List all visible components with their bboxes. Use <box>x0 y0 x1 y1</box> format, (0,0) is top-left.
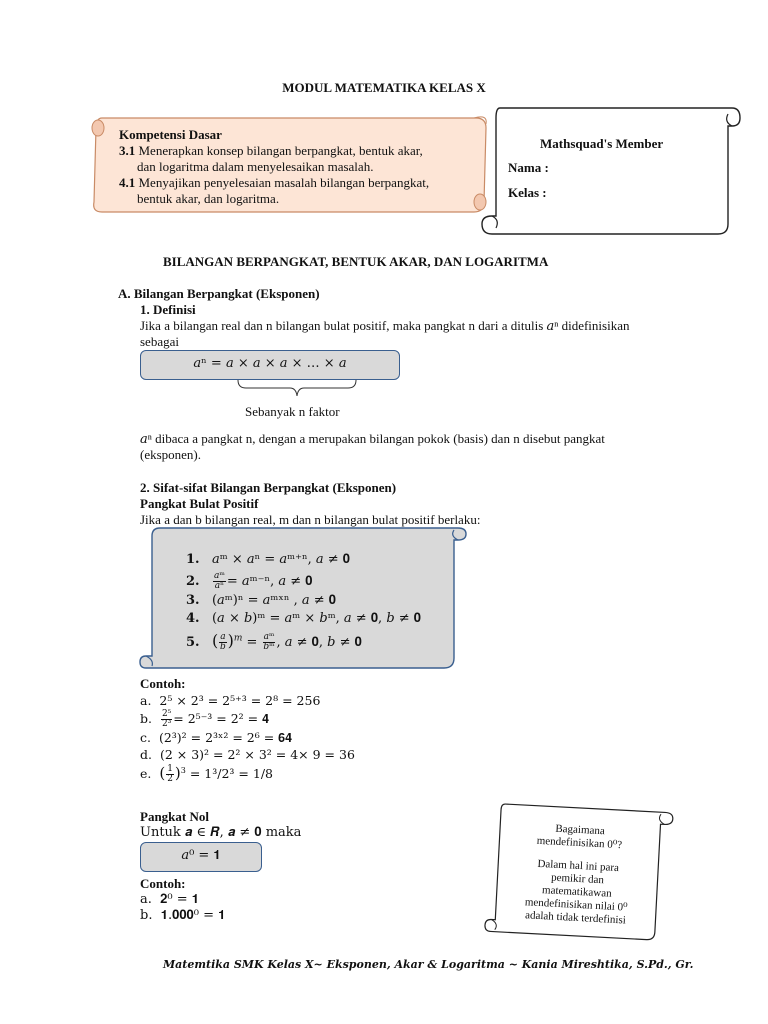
example-a-label: a. <box>140 693 152 708</box>
document-title: MODUL MATEMATIKA KELAS X <box>282 80 486 95</box>
examples-list: a. 2⁵ × 2³ = 2⁵⁺³ = 2⁸ = 256 b. $\frac{\text{2⁵}}{\text{2³}}$ = 2⁵⁻³ = 2² = 𝟒 c. (2³)² = 2³ˣ² = 2⁶ = 𝟔𝟒 d. (2 × 3)² = 2² × 3² = 4× 9 = 36 e. ( $\frac{1}{2}$ )$^3$ = 1³/2³ = 1/8 <box>140 693 355 784</box>
note-answer-line2: pemikir dan <box>550 871 605 887</box>
chapter-title: BILANGAN BERPANGKAT, BENTUK AKAR, DAN LOGARITMA <box>163 254 549 269</box>
nol-formula: 𝑎⁰ = 𝟏 <box>181 848 221 863</box>
rule-2-text: = 𝑎ᵐ⁻ⁿ, 𝑎 ≠ 𝟎 <box>226 574 313 589</box>
note-scroll <box>480 795 677 945</box>
definition-line1: Jika a bilangan real dan n bilangan bulat positif, maka pangkat n dari a ditulis 𝑎ⁿ didefinisikan <box>140 318 630 333</box>
example-e-text: = 1³/2³ = 1/8 <box>189 766 273 781</box>
nol-examples-list <box>140 892 225 924</box>
note-answer-line1: Dalam hal ini para <box>537 857 620 875</box>
kompetensi-item2-num: 4.1 <box>119 175 136 190</box>
note-question-line2: mendefinisikan 0⁰? <box>536 834 623 852</box>
note-text <box>495 820 660 929</box>
rule-5-text: , 𝑎 ≠ 𝟎, 𝑏 ≠ 𝟎 <box>276 635 362 650</box>
nol-example-b-text: 𝟏.𝟎𝟎𝟎⁰ = 𝟏 <box>160 908 226 923</box>
example-c-label: c. <box>140 730 151 745</box>
kompetensi-item1-line2: dan logaritma dalam menyelesaikan masalah. <box>137 159 374 174</box>
pangkat-bulat-heading: Pangkat Bulat Positif <box>140 496 259 511</box>
page-footer: Matemtika SMK Kelas X~ Eksponen, Akar & Logaritma ~ Kania Mireshtika, S.Pd., Gr. <box>163 958 694 971</box>
nol-contoh-heading: Contoh: <box>140 876 186 891</box>
pangkat-nol-heading: Pangkat Nol <box>140 809 209 824</box>
example-a-text: 2⁵ × 2³ = 2⁵⁺³ = 2⁸ = 256 <box>159 693 321 708</box>
explain-line2: (eksponen). <box>140 447 202 462</box>
subsection-definisi: 1. Definisi <box>140 302 196 317</box>
contoh-heading: Contoh: <box>140 676 186 691</box>
nol-example-a-text: 𝟐⁰ = 𝟏 <box>160 892 199 907</box>
rule-4-text: (𝑎 × 𝑏)ᵐ = 𝑎ᵐ × 𝑏ᵐ, 𝑎 ≠ 𝟎, 𝑏 ≠ 𝟎 <box>211 611 422 626</box>
note-question-line1: Bagaimana <box>555 822 606 838</box>
nol-example-a-label: a. <box>140 892 152 907</box>
example-d-text: (2 × 3)² = 2² × 3² = 4× 9 = 36 <box>159 747 355 762</box>
kompetensi-item2-line2: bentuk akar, dan logaritma. <box>137 191 280 206</box>
kompetensi-item1-line1: Menerapkan konsep bilangan berpangkat, bentuk akar, <box>138 143 423 158</box>
rule-5-num: 5. <box>186 635 200 650</box>
note-answer-line5: adalah tidak terdefinisi <box>524 909 627 927</box>
example-c-text: (2³)² = 2³ˣ² = 2⁶ = 𝟔𝟒 <box>158 730 293 745</box>
kompetensi-heading: Kompetensi Dasar <box>119 127 222 142</box>
rule-3-text: (𝑎ᵐ)ⁿ = 𝑎ᵐˣⁿ , 𝑎 ≠ 𝟎 <box>211 593 337 608</box>
rule-1-text: 𝑎ᵐ × 𝑎ⁿ = 𝑎ᵐ⁺ⁿ, 𝑎 ≠ 𝟎 <box>211 552 351 567</box>
subsection-sifat: 2. Sifat-sifat Bilangan Berpangkat (Eksponen) <box>140 480 397 495</box>
example-e-fraction: $\frac{1}{2}$ <box>167 764 173 784</box>
rule-1-num: 1. <box>186 552 200 567</box>
section-a-heading: A. Bilangan Berpangkat (Eksponen) <box>118 286 320 301</box>
example-b-text: = 2⁵⁻³ = 2² = 𝟒 <box>173 711 270 726</box>
brace-label: Sebanyak n faktor <box>245 404 340 419</box>
example-b-fraction: $\frac{\text{2⁵}}{\text{2³}}$ <box>161 709 172 729</box>
kompetensi-item2-line1: Menyajikan penyelesaian masalah bilangan berpangkat, <box>138 175 430 190</box>
note-answer-line3: matematikawan <box>541 884 612 900</box>
rule-2-num: 2. <box>186 574 200 589</box>
definition-line2: sebagai <box>140 334 179 349</box>
example-d-label: d. <box>140 747 152 762</box>
example-b-label: b. <box>140 711 152 726</box>
rules-list: 1. 𝑎ᵐ × 𝑎ⁿ = 𝑎ᵐ⁺ⁿ, 𝑎 ≠ 𝟎 2. $\frac{\text{𝑎ᵐ}}{\text{𝑎ⁿ}}$ = 𝑎ᵐ⁻ⁿ, 𝑎 ≠ 𝟎 3. (𝑎ᵐ)ⁿ = 𝑎ᵐˣⁿ , 𝑎 ≠ 𝟎 4. (𝑎 × 𝑏)ᵐ = 𝑎ᵐ × 𝑏ᵐ, 𝑎 ≠ 𝟎, 𝑏 ≠ 𝟎 5. ( $\frac{\text{𝑎}}{\text{𝑏}}$ )$^𝑚$ = $\frac{\text{𝑎ᵐ}}{\text{𝑏ᵐ}}$ , 𝑎 ≠ 𝟎, 𝑏 ≠ 𝟎 <box>186 552 422 652</box>
rule-2-fraction: $\frac{\text{𝑎ᵐ}}{\text{𝑎ⁿ}}$ <box>213 571 225 591</box>
kompetensi-item1-num: 3.1 <box>119 143 136 158</box>
member-nama-label: Nama : <box>508 160 549 175</box>
brace-shape <box>234 378 360 400</box>
rule-4-num: 4. <box>186 611 200 626</box>
explain-line1: 𝑎ⁿ dibaca a pangkat n, dengan a merupakan bilangan pokok (basis) dan n disebut pangkat <box>140 431 605 446</box>
definition-formula: 𝑎ⁿ = 𝑎 × 𝑎 × 𝑎 × … × 𝑎 <box>193 356 347 371</box>
nol-example-b-label: b. <box>140 908 153 923</box>
kompetensi-box <box>119 127 429 207</box>
rule-5-fraction-ambm: $\frac{\text{𝑎ᵐ}}{\text{𝑏ᵐ}}$ <box>263 632 275 652</box>
pangkat-bulat-intro: Jika a dan b bilangan real, m dan n bilangan bulat positif berlaku: <box>140 512 481 527</box>
rule-3-num: 3. <box>186 593 200 608</box>
example-e-label: e. <box>140 766 152 781</box>
member-kelas-label: Kelas : <box>508 185 547 200</box>
member-heading: Mathsquad's Member <box>540 136 664 151</box>
rule-5-fraction-ab: $\frac{\text{𝑎}}{\text{𝑏}}$ <box>220 632 226 652</box>
pangkat-nol-intro: Untuk 𝒂 ∈ 𝑹, 𝒂 ≠ 𝟎 maka <box>140 825 302 840</box>
note-answer-line4: mendefinisikan nilai 0⁰ <box>524 896 628 914</box>
